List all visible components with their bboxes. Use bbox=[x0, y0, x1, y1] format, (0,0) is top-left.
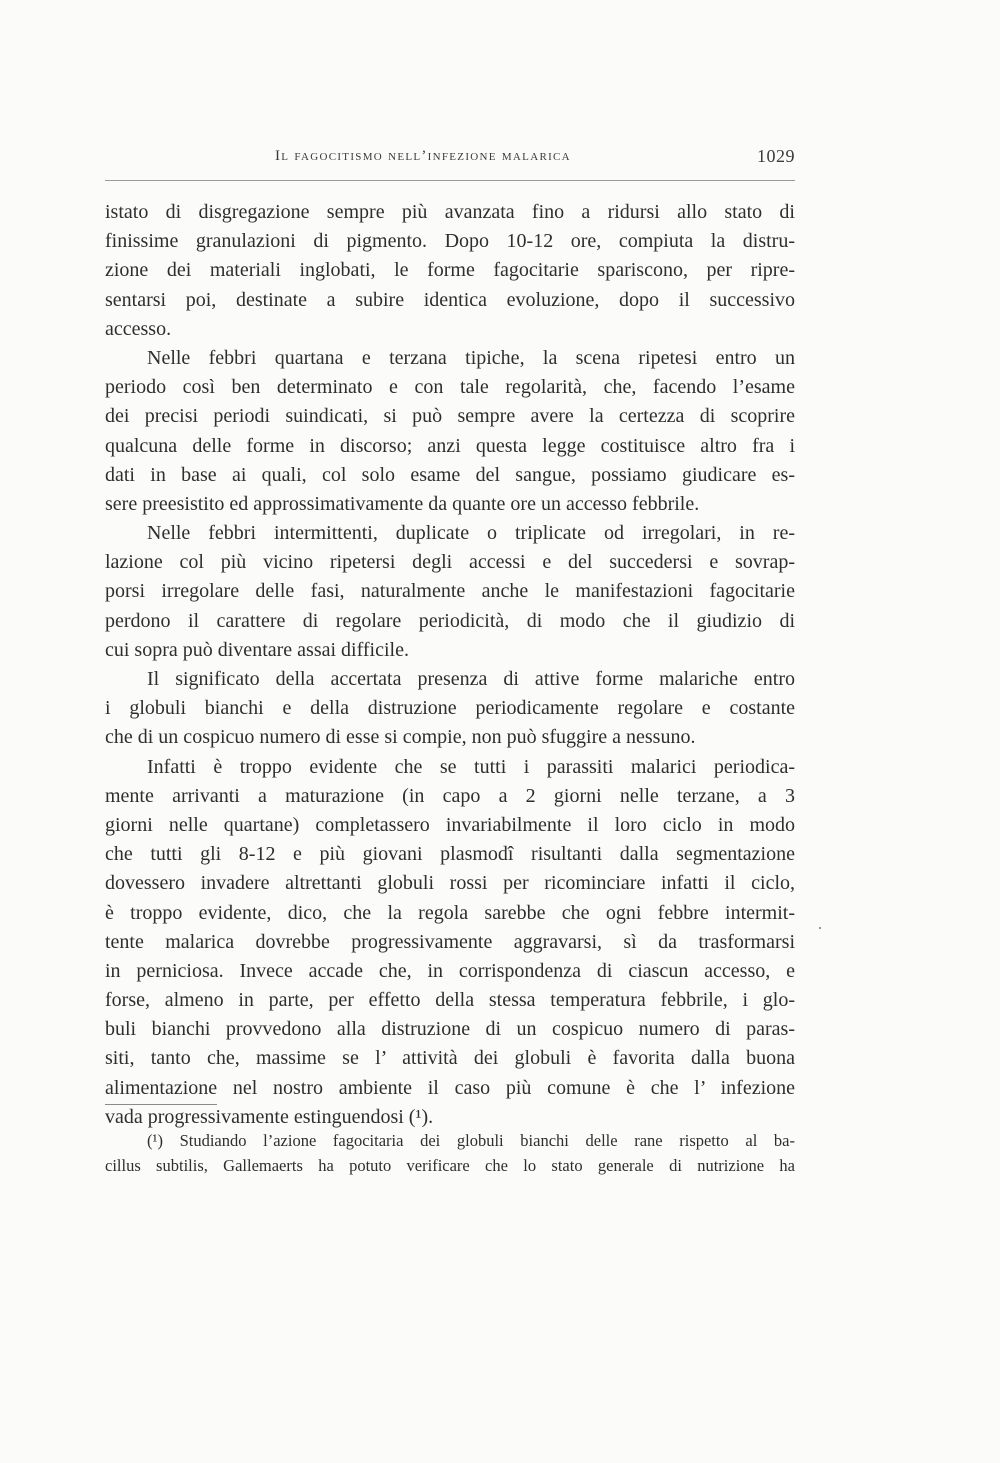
text-line: i globuli bianchi e della distruzione periodicamente regolare e costante bbox=[105, 697, 795, 720]
text-line: in perniciosa. Invece accade che, in corrispondenza di ciascun accesso, e bbox=[105, 959, 795, 982]
text-line: sentarsi poi, destinate a subire identica evoluzione, dopo il successivo bbox=[105, 288, 795, 311]
body-text bbox=[105, 198, 795, 1132]
text-line: che tutti gli 8-12 e più giovani plasmodî risultanti dalla segmentazione bbox=[105, 843, 795, 866]
footnote bbox=[105, 1128, 795, 1178]
text-line: alimentazione nel nostro ambiente il caso più comune è che l’ infezione bbox=[105, 1076, 795, 1099]
text-line: dei precisi periodi suindicati, si può sempre avere la certezza di scoprire bbox=[105, 405, 795, 428]
footnote-line: cillus subtilis, Gallemaerts ha potuto verificare che lo stato generale di nutrizione ha bbox=[105, 1156, 795, 1175]
running-title: Il fagocitismo nell’infezione malarica bbox=[275, 148, 571, 164]
text-line: lazione col più vicino ripetersi degli accessi e del succedersi e sovrap- bbox=[105, 551, 795, 574]
text-line: vada progressivamente estinguendosi (¹). bbox=[105, 1105, 434, 1128]
paper-speck bbox=[819, 927, 821, 929]
text-line: tente malarica dovrebbe progressivamente aggravarsi, sì da trasformarsi bbox=[105, 930, 795, 953]
text-line: cui sopra può diventare assai difficile. bbox=[105, 638, 409, 661]
text-line: giorni nelle quartane) completassero invariabilmente il loro ciclo in modo bbox=[105, 813, 795, 836]
text-line: porsi irregolare delle fasi, naturalmente anche le manifestazioni fagocitarie bbox=[105, 580, 795, 603]
text-line: periodo così ben determinato e con tale regolarità, che, facendo l’esame bbox=[105, 376, 795, 399]
running-head bbox=[105, 148, 795, 174]
text-line: dovessero invadere altrettanti globuli rossi per ricominciare infatti il ciclo, bbox=[105, 872, 795, 895]
text-line: perdono il carattere di regolare periodicità, di modo che il giudizio di bbox=[105, 609, 795, 632]
text-line: Nelle febbri intermittenti, duplicate o triplicate od irregolari, in re- bbox=[147, 522, 795, 545]
text-line: qualcuna delle forme in discorso; anzi questa legge costituisce altro fra i bbox=[105, 434, 795, 457]
text-line: finissime granulazioni di pigmento. Dopo 10-12 ore, compiuta la distru- bbox=[105, 230, 795, 253]
text-line: siti, tanto che, massime se l’ attività dei globuli è favorita dalla buona bbox=[105, 1047, 795, 1070]
text-line: mente arrivanti a maturazione (in capo a 2 giorni nelle terzane, a 3 bbox=[105, 784, 795, 807]
text-line: Nelle febbri quartana e terzana tipiche, la scena ripetesi entro un bbox=[147, 346, 795, 369]
text-line: forse, almeno in parte, per effetto della stessa temperatura febbrile, i glo- bbox=[105, 989, 795, 1012]
text-line: Infatti è troppo evidente che se tutti i parassiti malarici periodica- bbox=[147, 755, 795, 778]
header-rule bbox=[105, 180, 795, 181]
footnote-line: (¹) Studiando l’azione fagocitaria dei globuli bianchi delle rane rispetto al ba- bbox=[147, 1131, 795, 1150]
page-number: 1029 bbox=[757, 146, 795, 166]
text-line: buli bianchi provvedono alla distruzione di un cospicuo numero di paras- bbox=[105, 1018, 795, 1041]
text-line: è troppo evidente, dico, che la regola sarebbe che ogni febbre intermit- bbox=[105, 901, 795, 924]
footnote-rule bbox=[105, 1104, 217, 1105]
text-line: zione dei materiali inglobati, le forme fagocitarie spariscono, per ripre- bbox=[105, 259, 795, 282]
text-line: istato di disgregazione sempre più avanzata fino a ridursi allo stato di bbox=[105, 201, 795, 223]
text-line: dati in base ai quali, col solo esame del sangue, possiamo giudicare es- bbox=[105, 463, 795, 486]
text-line: sere preesistito ed approssimativamente da quante ore un accesso febbrile. bbox=[105, 492, 700, 515]
text-line: Il significato della accertata presenza di attive forme malariche entro bbox=[147, 668, 795, 690]
text-line: accesso. bbox=[105, 317, 172, 340]
text-line: che di un cospicuo numero di esse si compie, non può sfuggire a nessuno. bbox=[105, 726, 696, 749]
